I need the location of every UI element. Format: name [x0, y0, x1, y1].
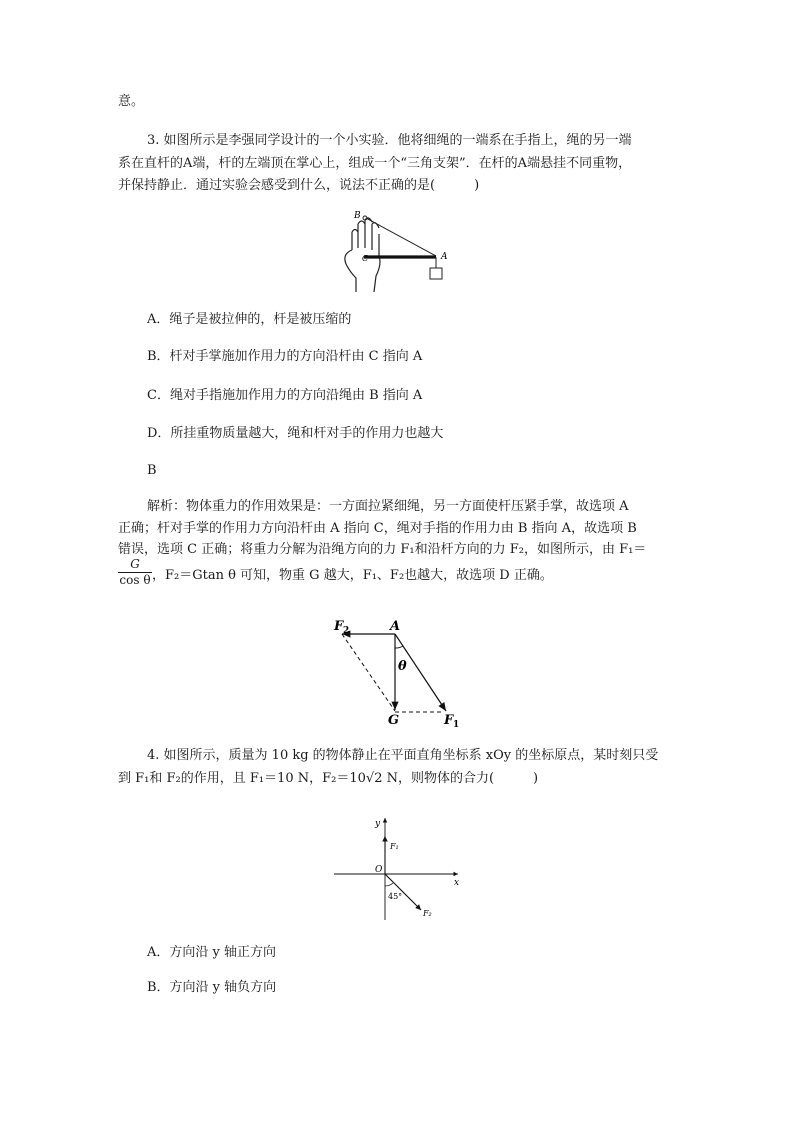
q3-explanation-line-1: 解析：物体重力的作用效果是：一方面拉紧细绳，另一方面使杆压紧手掌，故选项 A	[147, 499, 629, 514]
q3-stem-line-1: 3. 如图所示是李强同学设计的一个小实验．他将细绳的一端系在手指上，绳的另一端	[147, 133, 632, 148]
fraction-denominator: cos θ	[119, 573, 151, 587]
q3-answer: B	[147, 463, 157, 478]
rope	[366, 218, 436, 256]
q3-explanation-line-3: 错误，选项 C 正确；将重力分解为沿绳方向的力 F₁和沿杆方向的力 F₂，如图所示，由 F₁＝	[118, 542, 647, 557]
label-A: A	[441, 252, 448, 262]
q4-coordinate-figure	[330, 814, 470, 924]
q4-option-a: A．方向沿 y 轴正方向	[147, 945, 276, 960]
q3-option-a: A．绳子是被拉伸的，杆是被压缩的	[147, 312, 352, 327]
q3-stem-line-2: 系在直杆的A端，杆的左端顶在掌心上，组成一个“三角支架”．在杆的A端悬挂不同重物，	[118, 156, 632, 171]
label-O: O	[375, 865, 383, 875]
q3-force-diagram	[330, 612, 470, 732]
intro-tail-text: 意。	[118, 94, 145, 109]
q3-option-c: C．绳对手指施加作用力的方向沿绳由 B 指向 A	[147, 388, 423, 403]
dashed-side-left	[342, 634, 395, 711]
hand-outline	[352, 220, 379, 256]
label-F2: F	[334, 619, 344, 634]
q4-stem-line-2: 到 F₁和 F₂的作用，且 F₁＝10 N，F₂＝10√2 N，则物体的合力( )	[118, 771, 539, 786]
q3-stem-line-3: 并保持静止．通过实验会感受到什么，说法不正确的是( )	[118, 178, 480, 193]
label-F1-subscript: 1	[453, 720, 460, 730]
label-45-degrees: 45°	[388, 892, 403, 901]
label-y: y	[375, 819, 381, 829]
q4-option-b: B．方向沿 y 轴负方向	[147, 980, 277, 995]
label-F2-subscript: 2	[343, 626, 350, 636]
label-G: G	[388, 713, 400, 728]
label-B: B	[354, 211, 361, 221]
label-theta: θ	[398, 659, 407, 674]
fraction-g-over-cos-theta	[118, 557, 152, 588]
q3-option-d: D．所挂重物质量越大，绳和杆对手的作用力也越大	[147, 426, 444, 441]
label-F2: F₂	[423, 909, 432, 918]
angle-arc	[385, 883, 393, 886]
label-F1: F	[444, 713, 454, 728]
hanging-weight	[430, 268, 442, 279]
q3-explanation-line-4: ，F₂＝Gtan θ 可知，物重 G 越大，F₁、F₂也越大，故选项 D 正确。	[152, 568, 553, 583]
theta-arc	[395, 646, 403, 648]
q3-explanation-line-2: 正确；杆对手掌的作用力方向沿杆由 A 指向 C，绳对手指的作用力由 B 指向 A，故选项 B	[118, 521, 637, 536]
q3-hand-apparatus-figure	[330, 206, 460, 296]
label-F1: F₁	[390, 842, 399, 851]
label-A: A	[390, 619, 401, 634]
label-C: C	[362, 254, 369, 263]
q4-stem-line-1: 4. 如图所示，质量为 10 kg 的物体静止在平面直角坐标系 xOy 的坐标原点，某时刻只受	[147, 748, 659, 763]
label-x: x	[454, 878, 460, 888]
fraction-numerator: G	[118, 557, 152, 573]
q3-option-b: B．杆对手掌施加作用力的方向沿杆由 C 指向 A	[147, 349, 423, 364]
